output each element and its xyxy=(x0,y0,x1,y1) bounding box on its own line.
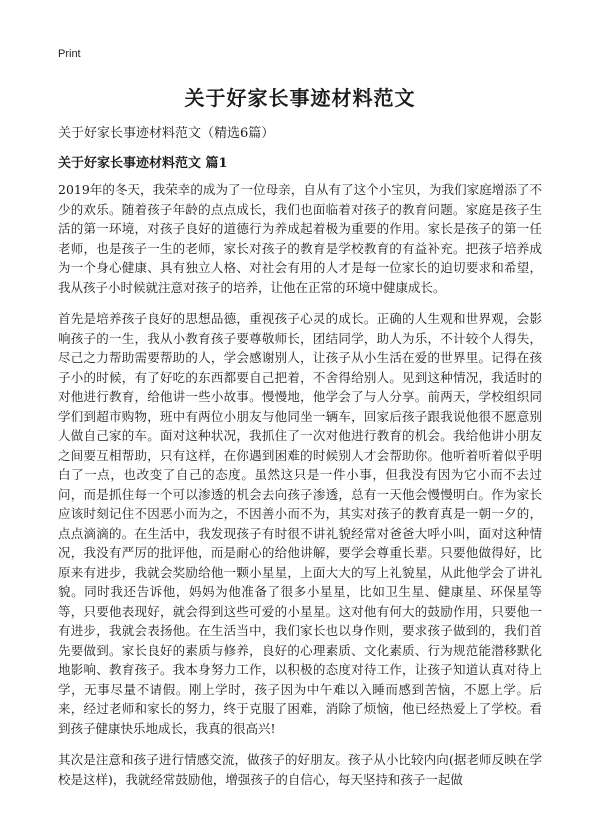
document-subtitle: 关于好家长事迹材料范文（精选6篇） xyxy=(58,126,275,141)
paragraph-2: 首先是培养孩子良好的思想品德，重视孩子心灵的成长。正确的人生观和世界观，会影响孩子的一生，我从小教育孩子要尊敬师长，团结同学，助人为乐，不计较个人得失，尽己之力帮助需要帮助的人，学会感谢别人，让孩子从小生活在爱的世界里。记得在孩子小的时候，有了好吃的东西都要自己把着，不舍得给别人。见到这种情况，我适时的对他进行教育，给他讲一些小故事。慢慢地，他学会了与人分享。前两天，学校组织同学们到超市购物，班中有两位小朋友与他同坐一辆车，回家后孩子跟我说他很不愿意别人做自己家的车。面对这种状况，我抓住了一次对他进行教育的机会。我给他讲小朋友之间要互相帮助，只有这样，在你遇到困难的时候别人才会帮助你。他听着听着似乎明白了一点，也改变了自己的态度。虽然这只是一件小事，但我没有因为它小而不去过问，而是抓住每一个可以渗透的机会去向孩子渗透，总有一天他会慢慢明白。作为家长应该时刻记住不因恶小而为之，不因善小而不为，其实对孩子的教育真是一朝一夕的，点点滴滴的。在生活中，我发现孩子有时很不讲礼貌经常对爸爸大呼小叫，面对这种情况，我没有严厉的批评他，而是耐心的给他讲解，要学会尊重长辈。只要他做得好，比原来有进步，我就会奖励给他一颗小星星，上面大大的写上礼貌星，从此他学会了讲礼貌。同时我还告诉他，妈妈为他准备了很多小星星，比如卫生星、健康星、环保星等等，只要他表现好，就会得到这些可爱的小星星。这对他有何大的鼓励作用，只要他一有进步，我就会表扬他。在生活当中，我们家长也以身作则，要求孩子做到的，我们首先要做到。家长良好的素质与修养，良好的心理素质、文化素质、行为规范能潜移默化地影响、教育孩子。我本身努力工作，以积极的态度对待工作，让孩子知道认真对待上学，无事尽量不请假。刚上学时，孩子因为中午难以入睡而感到苦恼，不愿上学。后来，经过老师和家长的努力，终于克服了困难，消除了烦恼，他已经热爱上了学校。看到孩子健康快乐地成长，我真的很高兴! xyxy=(58,311,542,736)
paragraph-3: 其次是注意和孩子进行情感交流，做孩子的好朋友。孩子从小比较内向(据老师反映在学校是这样)，我就经常鼓励他，增强孩子的自信心，每天坚持和孩子一起做 xyxy=(58,752,542,787)
page-title: 关于好家长事迹材料范文 xyxy=(184,86,416,110)
article-body xyxy=(58,180,542,801)
section-heading: 关于好家长事迹材料范文 篇1 xyxy=(58,156,228,171)
print-link[interactable]: Print xyxy=(58,48,81,60)
paragraph-1: 2019年的冬天，我荣幸的成为了一位母亲，自从有了这个小宝贝，为我们家庭增添了不少的欢乐。随着孩子年龄的点点成长，我们也面临着对孩子的教育问题。家庭是孩子生活的第一环境，对孩子良好的道德行为养成起着极为重要的作用。家长是孩子的第一任老师，也是孩子一生的老师，家长对孩子的教育是学校教育的有益补充。把孩子培养成为一个身心健康、具有独立人格、对社会有用的人才是每一位家长的迫切要求和希望，我从孩子小时候就注意对孩子的培养，让他在正常的环境中健康成长。 xyxy=(58,182,542,295)
